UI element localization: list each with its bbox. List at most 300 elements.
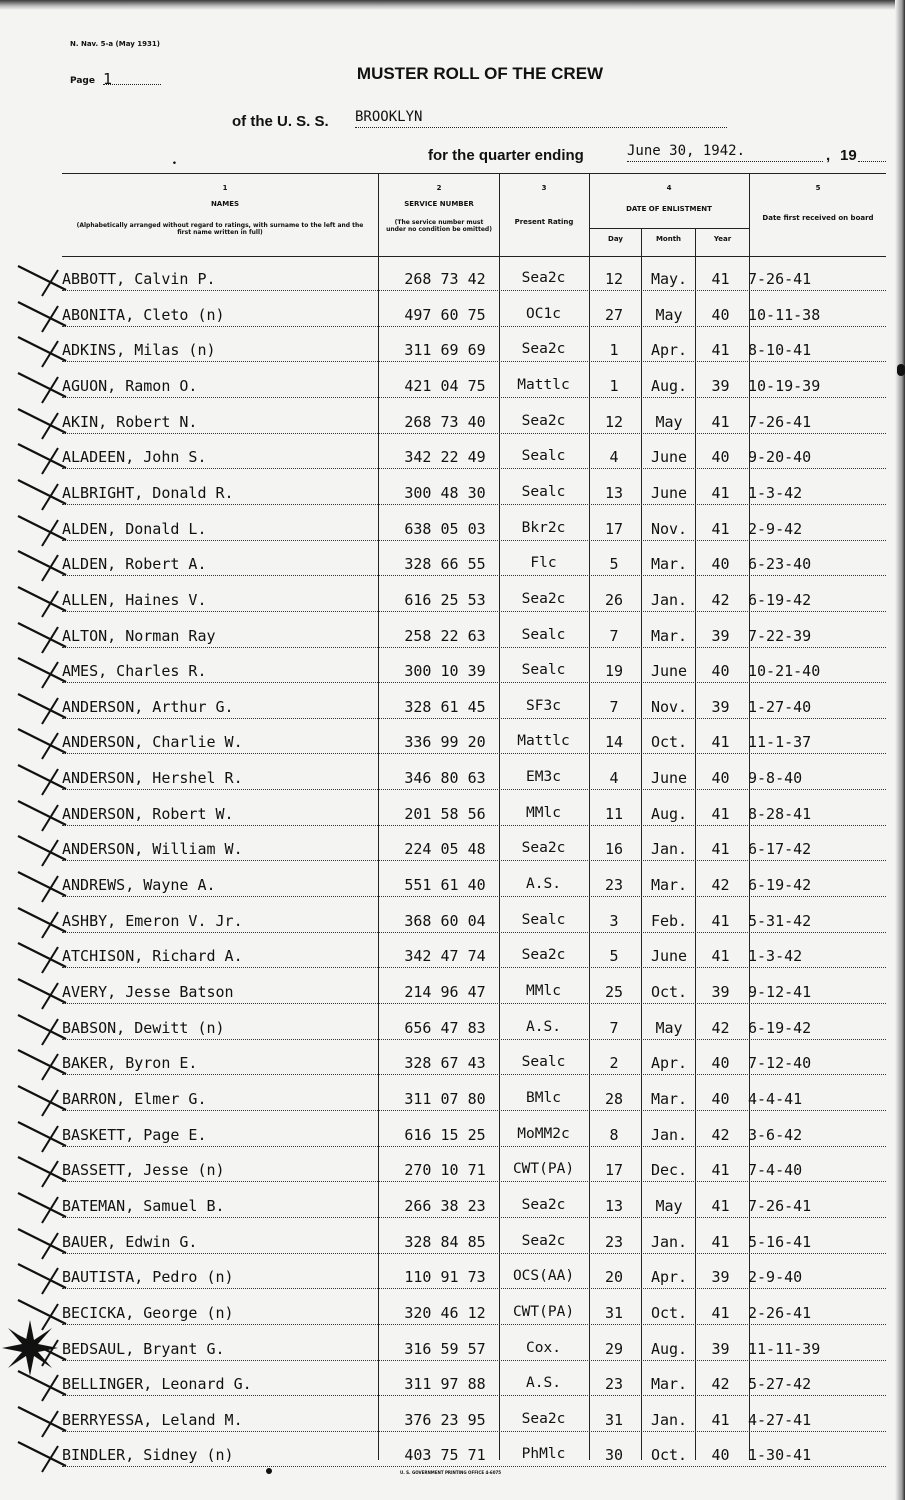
service-number-cell: 551 61 40	[404, 876, 486, 894]
tally-check-mark	[14, 759, 74, 799]
row-underline	[62, 1324, 886, 1325]
name-cell: ALTON, Norman Ray	[62, 627, 216, 645]
hole-punch-mark	[897, 364, 905, 376]
service-number-cell: 300 48 30	[404, 484, 486, 502]
quarter-label: for the quarter ending	[428, 147, 584, 164]
name-cell: BASSETT, Jesse (n)	[62, 1161, 225, 1179]
col3-number: 3	[541, 184, 547, 192]
table-row	[62, 413, 886, 433]
service-number-cell: 268 73 40	[404, 413, 486, 431]
received-date-cell: 10-21-40	[748, 662, 821, 680]
enlist-day-cell: 27	[604, 306, 624, 324]
table-row	[62, 627, 886, 647]
enlist-day-cell: 29	[604, 1340, 624, 1358]
enlist-year-cell: 40	[711, 1054, 730, 1072]
rating-cell: BMlc	[526, 1090, 561, 1106]
service-number-cell: 300 10 39	[404, 662, 486, 680]
row-underline	[62, 1360, 886, 1361]
enlist-day-cell: 31	[604, 1304, 624, 1322]
enlist-month-cell: Jan.	[650, 1411, 688, 1429]
service-number-cell: 266 38 23	[404, 1197, 486, 1215]
name-cell: ALBRIGHT, Donald R.	[62, 484, 234, 502]
row-underline	[62, 1074, 886, 1075]
table-row	[62, 947, 886, 967]
enlist-day-cell: 17	[604, 1161, 624, 1179]
name-cell: BAUER, Edwin G.	[62, 1233, 198, 1251]
enlist-year-cell: 40	[711, 1090, 730, 1108]
rating-cell: Sea2c	[521, 341, 566, 357]
table-row	[62, 733, 886, 753]
form-number: N. Nav. 5-a (May 1931)	[70, 40, 160, 48]
service-number-cell: 270 10 71	[404, 1161, 486, 1179]
rating-cell: Mattlc	[517, 733, 570, 749]
enlist-year-cell: 40	[711, 555, 730, 573]
enlist-month-cell: June	[650, 484, 688, 502]
rating-cell: Sea2c	[521, 1411, 566, 1427]
table-row	[62, 1090, 886, 1110]
table-row	[62, 1340, 886, 1360]
col4-number: 4	[666, 184, 672, 192]
service-number-cell: 328 61 45	[404, 698, 486, 716]
enlist-year-cell: 42	[711, 591, 730, 609]
enlist-month-cell: May	[655, 306, 683, 324]
name-cell: ASHBY, Emeron V. Jr.	[62, 912, 243, 930]
row-underline	[62, 647, 886, 648]
received-date-cell: 7-12-40	[748, 1054, 812, 1072]
enlist-day-cell: 17	[604, 520, 624, 538]
service-number-cell: 638 05 03	[404, 520, 486, 538]
row-underline	[62, 1253, 886, 1254]
enlist-year-cell: 41	[711, 1233, 730, 1251]
service-number-cell: 328 67 43	[404, 1054, 486, 1072]
enlist-month-cell: Apr.	[650, 341, 688, 359]
rating-cell: Sealc	[521, 1054, 566, 1070]
enlist-month-cell: May	[655, 1197, 683, 1215]
service-number-cell: 320 46 12	[404, 1304, 486, 1322]
enlist-day-cell: 7	[609, 698, 619, 716]
enlist-day-cell: 23	[604, 1233, 624, 1251]
row-underline	[62, 1181, 886, 1182]
name-cell: BASKETT, Page E.	[62, 1126, 207, 1144]
rating-cell: Sea2c	[521, 413, 566, 429]
footer-printing-office: U. S. GOVERNMENT PRINTING OFFICE 4-6075	[400, 1470, 502, 1475]
name-cell: ABBOTT, Calvin P.	[62, 270, 216, 288]
rating-cell: Bkr2c	[521, 520, 566, 536]
name-cell: BINDLER, Sidney (n)	[62, 1446, 234, 1464]
received-date-cell: 2-9-40	[748, 1268, 803, 1286]
enlist-day-cell: 16	[604, 840, 624, 858]
received-date-cell: 1-30-41	[748, 1446, 812, 1464]
rating-cell: OC1c	[526, 306, 561, 322]
enlist-year-cell: 41	[711, 413, 730, 431]
name-cell: BAUTISTA, Pedro (n)	[62, 1268, 234, 1286]
row-underline	[62, 825, 886, 826]
name-cell: ALDEN, Robert A.	[62, 555, 207, 573]
rating-cell: MoMM2c	[517, 1126, 570, 1142]
table-row	[62, 1019, 886, 1039]
enlist-year-cell: 41	[711, 270, 730, 288]
row-underline	[62, 718, 886, 719]
enlist-year-cell: 41	[711, 840, 730, 858]
enlist-day-cell: 5	[609, 947, 619, 965]
enlist-month-cell: Dec.	[650, 1161, 688, 1179]
name-cell: ANDERSON, Hershel R.	[62, 769, 243, 787]
col1-title: NAMES	[210, 200, 240, 208]
name-cell: ALDEN, Donald L.	[62, 520, 207, 538]
rating-cell: Flc	[530, 555, 557, 571]
enlist-year-cell: 39	[711, 377, 730, 395]
row-underline	[62, 504, 886, 505]
tally-check-mark	[14, 260, 74, 300]
received-date-cell: 9-20-40	[748, 448, 812, 466]
page-number: 1	[103, 70, 161, 85]
enlist-year-cell: 41	[711, 805, 730, 823]
name-cell: ANDERSON, Arthur G.	[62, 698, 234, 716]
name-cell: ANDERSON, Robert W.	[62, 805, 234, 823]
tally-check-mark	[14, 581, 74, 621]
enlist-day-cell: 28	[604, 1090, 624, 1108]
col5-title: Date first received on board	[762, 214, 874, 222]
table-row	[62, 591, 886, 611]
received-date-cell: 5-16-41	[748, 1233, 812, 1251]
received-date-cell: 2-9-42	[748, 520, 803, 538]
enlist-year-cell: 41	[711, 1304, 730, 1322]
enlist-month-cell: Apr.	[650, 1268, 688, 1286]
service-number-cell: 316 59 57	[404, 1340, 486, 1358]
col1-number: 1	[222, 184, 228, 192]
rating-cell: A.S.	[526, 1375, 561, 1391]
row-underline	[62, 468, 886, 469]
table-row	[62, 377, 886, 397]
enlist-year-cell: 41	[711, 1411, 730, 1429]
tally-check-mark	[14, 902, 74, 942]
enlist-month-cell: May.	[650, 270, 688, 288]
rating-cell: Sea2c	[521, 591, 566, 607]
tally-check-mark	[14, 1151, 74, 1191]
row-underline	[62, 1110, 886, 1111]
service-number-cell: 616 15 25	[404, 1126, 486, 1144]
name-cell: BEDSAUL, Bryant G.	[62, 1340, 225, 1358]
page-label: Page	[70, 76, 95, 86]
row-underline	[62, 1003, 886, 1004]
row-underline	[62, 397, 886, 398]
enlist-day-cell: 7	[609, 627, 619, 645]
name-cell: ANDERSON, Charlie W.	[62, 733, 243, 751]
row-underline	[62, 540, 886, 541]
enlist-month-cell: Apr.	[650, 1054, 688, 1072]
enlist-year-cell: 41	[711, 341, 730, 359]
service-number-cell: 224 05 48	[404, 840, 486, 858]
year-suffix: 19	[840, 147, 857, 164]
enlist-year-cell: 40	[711, 306, 730, 324]
enlist-year-cell: 39	[711, 627, 730, 645]
enlist-month-cell: June	[650, 662, 688, 680]
col4-title: DATE OF ENLISTMENT	[626, 205, 712, 213]
received-date-cell: 7-26-41	[748, 413, 812, 431]
service-number-cell: 311 07 80	[404, 1090, 486, 1108]
tally-check-mark	[14, 1116, 74, 1156]
received-date-cell: 11-1-37	[748, 733, 812, 751]
service-number-cell: 421 04 75	[404, 377, 486, 395]
row-underline	[62, 1431, 886, 1432]
enlist-day-cell: 20	[604, 1268, 624, 1286]
table-row	[62, 805, 886, 825]
tally-check-mark	[14, 1436, 74, 1476]
name-cell: BECICKA, George (n)	[62, 1304, 234, 1322]
stray-dot: .	[172, 152, 177, 168]
row-underline	[62, 1288, 886, 1289]
received-date-cell: 7-22-39	[748, 627, 812, 645]
tally-check-mark	[14, 1401, 74, 1441]
tally-check-mark	[14, 688, 74, 728]
enlist-day-cell: 5	[609, 555, 619, 573]
col4-day: Day	[608, 235, 623, 243]
rating-cell: EM3c	[526, 769, 561, 785]
enlist-month-cell: June	[650, 769, 688, 787]
enlist-day-cell: 11	[604, 805, 624, 823]
enlist-month-cell: Aug.	[650, 805, 688, 823]
service-number-cell: 311 97 88	[404, 1375, 486, 1393]
service-number-cell: 328 84 85	[404, 1233, 486, 1251]
name-cell: AVERY, Jesse Batson	[62, 983, 234, 1001]
enlist-month-cell: Oct.	[650, 983, 688, 1001]
enlist-day-cell: 4	[609, 448, 619, 466]
enlist-year-cell: 39	[711, 1268, 730, 1286]
col4-year: Year	[713, 235, 732, 243]
enlist-month-cell: June	[650, 448, 688, 466]
rating-cell: MMlc	[526, 983, 561, 999]
service-number-cell: 201 58 56	[404, 805, 486, 823]
service-number-cell: 336 99 20	[404, 733, 486, 751]
tally-check-mark	[14, 617, 74, 657]
received-date-cell: 4-27-41	[748, 1411, 812, 1429]
row-underline	[62, 896, 886, 897]
enlist-month-cell: Oct.	[650, 733, 688, 751]
tally-check-mark	[14, 367, 74, 407]
tally-check-mark	[14, 973, 74, 1013]
enlist-month-cell: Jan.	[650, 1233, 688, 1251]
enlist-month-cell: Mar.	[650, 555, 688, 573]
col4-month: Month	[655, 235, 682, 243]
enlist-year-cell: 41	[711, 484, 730, 502]
row-underline	[62, 290, 886, 291]
rating-cell: Sealc	[521, 484, 566, 500]
enlist-day-cell: 25	[604, 983, 624, 1001]
received-date-cell: 11-11-39	[748, 1340, 821, 1358]
table-row	[62, 306, 886, 326]
table-row	[62, 769, 886, 789]
col1-note: (Alphabetically arranged without regard to ratings, with surname to the left and the first name written in full)	[76, 222, 364, 236]
rating-cell: Cox.	[526, 1340, 561, 1356]
tally-check-mark	[14, 510, 74, 550]
row-underline	[62, 789, 886, 790]
service-number-cell: 110 91 73	[404, 1268, 486, 1286]
service-number-cell: 342 47 74	[404, 947, 486, 965]
received-date-cell: 6-19-42	[748, 1019, 812, 1037]
enlist-year-cell: 40	[711, 448, 730, 466]
enlist-day-cell: 4	[609, 769, 619, 787]
received-date-cell: 1-27-40	[748, 698, 812, 716]
rating-cell: Sealc	[521, 912, 566, 928]
received-date-cell: 5-27-42	[748, 1375, 812, 1393]
enlist-year-cell: 39	[711, 983, 730, 1001]
enlist-month-cell: Nov.	[650, 520, 688, 538]
received-date-cell: 9-12-41	[748, 983, 812, 1001]
rating-cell: Sealc	[521, 662, 566, 678]
enlist-year-cell: 40	[711, 769, 730, 787]
received-date-cell: 3-6-42	[748, 1126, 803, 1144]
table-row	[62, 270, 886, 290]
service-number-cell: 342 22 49	[404, 448, 486, 466]
row-underline	[62, 932, 886, 933]
service-number-cell: 258 22 63	[404, 627, 486, 645]
table-row	[62, 662, 886, 682]
table-row	[62, 840, 886, 860]
rating-cell: Sea2c	[521, 947, 566, 963]
ship-name: BROOKLYN	[355, 109, 727, 128]
enlist-day-cell: 23	[604, 876, 624, 894]
enlist-month-cell: May	[655, 413, 683, 431]
tally-check-mark	[14, 1009, 74, 1049]
name-cell: BARRON, Elmer G.	[62, 1090, 207, 1108]
rating-cell: A.S.	[526, 876, 561, 892]
row-underline	[62, 1466, 886, 1467]
table-row	[62, 1054, 886, 1074]
enlist-month-cell: Jan.	[650, 1126, 688, 1144]
enlist-day-cell: 26	[604, 591, 624, 609]
row-underline	[62, 1039, 886, 1040]
rating-cell: PhMlc	[521, 1446, 566, 1462]
received-date-cell: 8-10-41	[748, 341, 812, 359]
enlist-year-cell: 42	[711, 876, 730, 894]
enlist-year-cell: 39	[711, 1340, 730, 1358]
service-number-cell: 497 60 75	[404, 306, 486, 324]
ship-label: of the U. S. S.	[232, 113, 329, 130]
enlist-day-cell: 30	[604, 1446, 624, 1464]
tally-check-mark	[14, 937, 74, 977]
rating-cell: OCS(AA)	[512, 1268, 575, 1284]
enlist-year-cell: 41	[711, 947, 730, 965]
enlist-day-cell: 14	[604, 733, 624, 751]
rating-cell: Sea2c	[521, 840, 566, 856]
table-row	[62, 341, 886, 361]
tally-check-mark	[14, 1080, 74, 1120]
name-cell: ANDREWS, Wayne A.	[62, 876, 216, 894]
table-row	[62, 1446, 886, 1466]
name-cell: BABSON, Dewitt (n)	[62, 1019, 225, 1037]
enlist-year-cell: 42	[711, 1126, 730, 1144]
rating-cell: Sea2c	[521, 1233, 566, 1249]
row-underline	[62, 361, 886, 362]
enlist-day-cell: 13	[604, 1197, 624, 1215]
tally-check-mark	[14, 1258, 74, 1298]
enlist-month-cell: June	[650, 947, 688, 965]
enlist-year-cell: 41	[711, 912, 730, 930]
enlist-month-cell: Mar.	[650, 627, 688, 645]
received-date-cell: 10-11-38	[748, 306, 821, 324]
service-number-cell: 403 75 71	[404, 1446, 486, 1464]
rating-cell: Sealc	[521, 448, 566, 464]
col2-number: 2	[436, 184, 442, 192]
enlist-day-cell: 1	[609, 341, 619, 359]
row-underline	[62, 326, 886, 327]
tally-check-mark	[14, 438, 74, 478]
tally-check-mark	[14, 652, 74, 692]
page-title: MUSTER ROLL OF THE CREW	[356, 64, 604, 83]
rating-cell: CWT(PA)	[512, 1161, 575, 1177]
received-date-cell: 7-26-41	[748, 1197, 812, 1215]
table-row	[62, 1161, 886, 1181]
enlist-month-cell: Mar.	[650, 876, 688, 894]
enlist-day-cell: 7	[609, 1019, 619, 1037]
enlist-month-cell: Aug.	[650, 1340, 688, 1358]
tally-check-mark	[14, 830, 74, 870]
row-underline	[62, 967, 886, 968]
name-cell: AGUON, Ramon O.	[62, 377, 198, 395]
tally-check-mark	[14, 1044, 74, 1084]
row-underline	[62, 682, 886, 683]
row-underline	[62, 1217, 886, 1218]
service-number-cell: 328 66 55	[404, 555, 486, 573]
received-date-cell: 1-3-42	[748, 947, 803, 965]
tally-check-mark	[14, 296, 74, 336]
received-date-cell: 6-17-42	[748, 840, 812, 858]
tally-check-mark	[14, 331, 74, 371]
service-number-cell: 346 80 63	[404, 769, 486, 787]
row-underline	[62, 611, 886, 612]
enlist-day-cell: 31	[604, 1411, 624, 1429]
rating-cell: CWT(PA)	[512, 1304, 575, 1320]
table-row	[62, 1304, 886, 1324]
enlist-day-cell: 12	[604, 270, 624, 288]
received-date-cell: 6-19-42	[748, 876, 812, 894]
enlist-year-cell: 42	[711, 1375, 730, 1393]
table-row	[62, 1197, 886, 1217]
name-cell: BAKER, Byron E.	[62, 1054, 198, 1072]
table-row	[62, 555, 886, 575]
enlist-month-cell: Mar.	[650, 1375, 688, 1393]
row-underline	[62, 433, 886, 434]
received-date-cell: 9-8-40	[748, 769, 803, 787]
table-row	[62, 912, 886, 932]
row-underline	[62, 753, 886, 754]
row-underline	[62, 575, 886, 576]
enlist-day-cell: 13	[604, 484, 624, 502]
col2-note: (The service number must under no condition be omitted)	[386, 219, 492, 233]
name-cell: ALLEN, Haines V.	[62, 591, 207, 609]
scan-top-edge	[0, 0, 905, 10]
rating-cell: Sea2c	[521, 270, 566, 286]
received-date-cell: 8-28-41	[748, 805, 812, 823]
rating-cell: Sealc	[521, 627, 566, 643]
row-underline	[62, 1146, 886, 1147]
service-number-cell: 616 25 53	[404, 591, 486, 609]
service-number-cell: 268 73 42	[404, 270, 486, 288]
col5-number: 5	[815, 184, 821, 192]
enlist-month-cell: May	[655, 1019, 683, 1037]
enlist-month-cell: Jan.	[650, 840, 688, 858]
table-row	[62, 484, 886, 504]
enlist-year-cell: 40	[711, 1446, 730, 1464]
table-row	[62, 1233, 886, 1253]
table-header-bottom-border	[62, 256, 886, 257]
name-cell: BERRYESSA, Leland M.	[62, 1411, 243, 1429]
table-row	[62, 520, 886, 540]
service-number-cell: 311 69 69	[404, 341, 486, 359]
name-cell: ANDERSON, William W.	[62, 840, 243, 858]
enlist-day-cell: 2	[609, 1054, 619, 1072]
rating-cell: SF3c	[526, 698, 561, 714]
